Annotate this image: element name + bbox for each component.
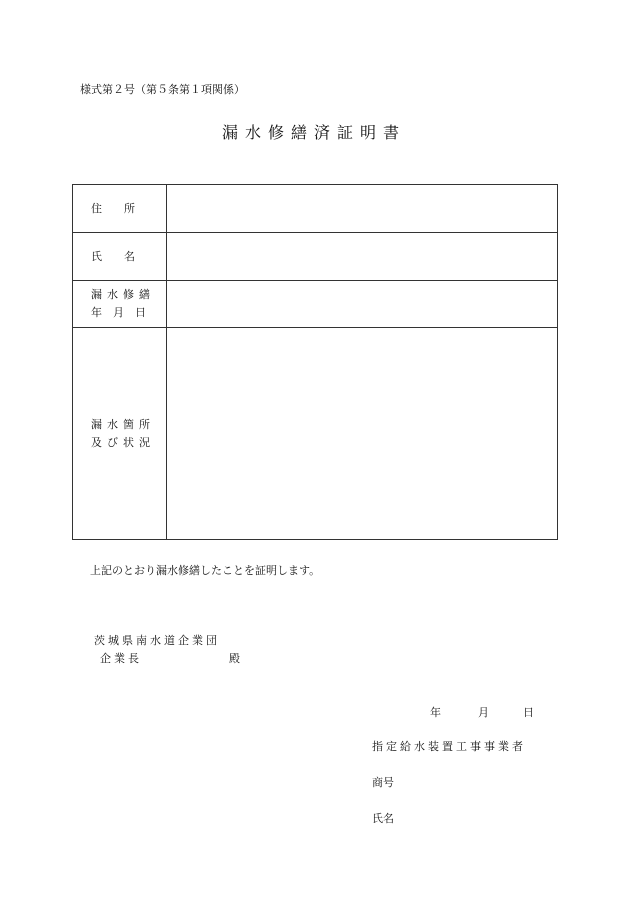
name-field[interactable] (167, 233, 558, 281)
certificate-table (72, 184, 558, 540)
address-field[interactable] (167, 185, 558, 233)
repair-date-label-line1: 漏水修繕 (91, 288, 155, 301)
date-day: 日 (523, 706, 534, 719)
addressee-position: 企業長 (100, 652, 142, 665)
leak-location-field[interactable] (167, 328, 558, 540)
table-row-address (73, 185, 558, 233)
repair-date-label-line2: 年 月 日 (91, 306, 146, 319)
address-label (73, 185, 167, 233)
contractor-title: 指定給水装置工事事業者 (372, 740, 526, 753)
date-month: 月 (478, 706, 489, 719)
address-label-text: 住 所 (91, 201, 135, 215)
date-year: 年 (430, 706, 441, 719)
addressee-organization: 茨城県南水道企業団 (94, 634, 220, 647)
table-row-repair-date (73, 281, 558, 328)
name-label-text: 氏 名 (91, 249, 135, 263)
form-number: 様式第２号（第５条第１項関係） (80, 83, 245, 96)
table-row-name (73, 233, 558, 281)
leak-location-label-line2: 及び状況 (91, 435, 155, 449)
repair-date-label (73, 281, 167, 328)
name-label (73, 233, 167, 281)
document-title: 漏水修繕済証明書 (222, 123, 407, 142)
leak-location-label-line1: 漏水箇所 (91, 417, 155, 431)
table-row-leak-location (73, 328, 558, 540)
leak-location-label (73, 328, 167, 540)
trade-name-label: 商号 (372, 776, 394, 789)
certification-statement: 上記のとおり漏水修繕したことを証明します。 (90, 564, 321, 577)
repair-date-field[interactable] (167, 281, 558, 328)
addressee-honorific: 殿 (229, 652, 240, 665)
contractor-name-label: 氏名 (372, 812, 394, 825)
